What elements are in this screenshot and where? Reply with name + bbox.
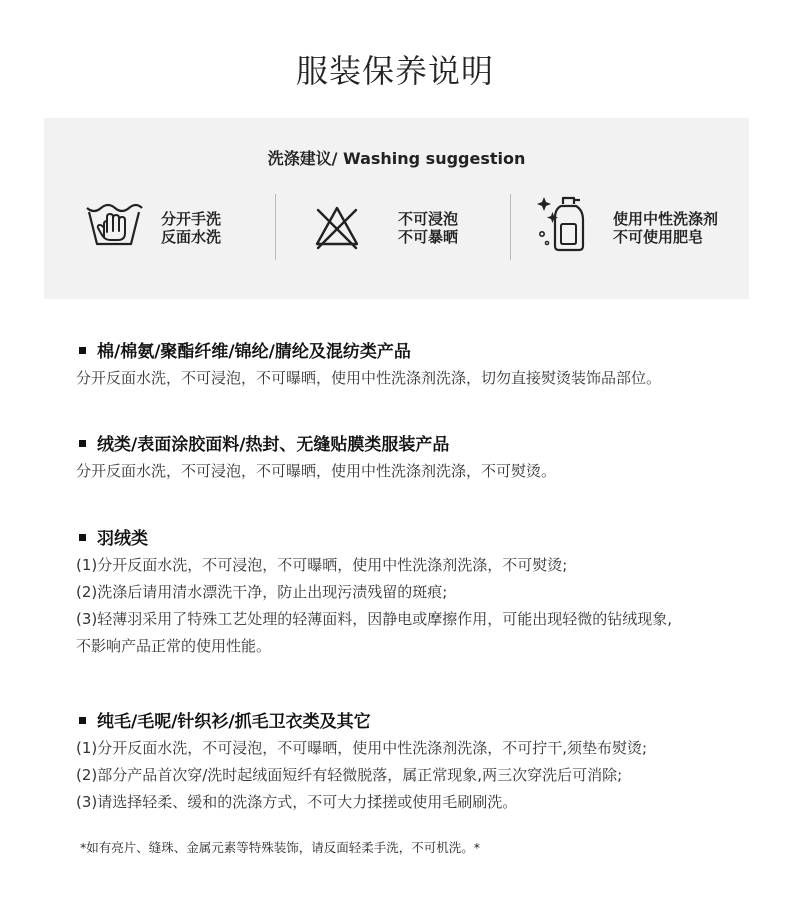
care-item-line2: 不可暴晒 [398, 228, 459, 246]
section-line: (3)请选择轻柔、缓和的洗涤方式，不可大力揉搓或使用毛刷刷洗。 [76, 793, 518, 811]
section-line: 不影响产品正常的使用性能。 [76, 637, 272, 655]
section-line: (1)分开反面水洗，不可浸泡，不可曝晒，使用中性洗涤剂洗涤，不可拧干,须垫布熨烫; [76, 739, 648, 757]
care-section-cotton [76, 339, 766, 392]
section-line: (2)部分产品首次穿/洗时起绒面短纤有轻微脱落，属正常现象,两三次穿洗后可消除; [76, 766, 623, 784]
divider [510, 194, 511, 260]
section-line: 分开反面水洗，不可浸泡，不可曝晒，使用中性洗涤剂洗涤，不可熨烫。 [76, 462, 557, 480]
bullet-marker [79, 347, 86, 354]
washing-suggestion-panel [44, 118, 749, 299]
section-heading-text: 绒类/表面涂胶面料/热封、无缝贴膜类服装产品 [97, 435, 450, 455]
care-item-line2: 反面水洗 [161, 228, 222, 246]
section-heading-text: 棉/棉氨/聚酯纤维/锦纶/腈纶及混纺类产品 [97, 342, 411, 362]
section-line: (1)分开反面水洗，不可浸泡，不可曝晒，使用中性洗涤剂洗涤，不可熨烫; [76, 556, 568, 574]
section-heading-text: 羽绒类 [97, 529, 148, 549]
bullet-marker [79, 440, 86, 447]
section-line: (3)轻薄羽采用了特殊工艺处理的轻薄面料，因静电或摩擦作用，可能出现轻微的钻绒现象, [76, 610, 673, 628]
care-item-detergent [536, 194, 746, 260]
divider [275, 194, 276, 260]
care-item-no-soak [314, 194, 514, 260]
care-symbols-row [44, 194, 749, 260]
care-item-line2: 不可使用肥皂 [613, 228, 704, 246]
section-heading [76, 339, 766, 365]
no-bleach-icon [314, 204, 360, 254]
page-title: 服装保养说明 [295, 52, 494, 90]
hand-wash-icon [84, 200, 144, 256]
section-heading [76, 432, 766, 458]
section-heading [76, 709, 766, 735]
care-item-line1: 使用中性洗涤剂 [613, 210, 719, 228]
care-item-line1: 不可浸泡 [398, 210, 459, 228]
section-line: 分开反面水洗，不可浸泡，不可曝晒，使用中性洗涤剂洗涤，切勿直接熨烫装饰品部位。 [76, 369, 662, 387]
section-line: (2)洗涤后请用清水漂洗干净，防止出现污渍残留的斑痕; [76, 583, 448, 601]
bullet-marker [79, 534, 86, 541]
care-item-line1: 分开手洗 [161, 210, 222, 228]
section-heading-text: 纯毛/毛呢/针织衫/抓毛卫衣类及其它 [97, 712, 371, 732]
care-section-velvet [76, 432, 766, 485]
care-section-down [76, 526, 766, 660]
care-section-wool [76, 709, 766, 816]
section-heading [76, 526, 766, 552]
bullet-marker [79, 717, 86, 724]
detergent-bottle-icon [536, 194, 590, 258]
panel-heading: 洗涤建议/ Washing suggestion [267, 149, 526, 168]
care-item-hand-wash [84, 194, 284, 260]
footnote: *如有亮片、缝珠、金属元素等特殊装饰，请反面轻柔手洗，不可机洗。* [80, 840, 481, 855]
